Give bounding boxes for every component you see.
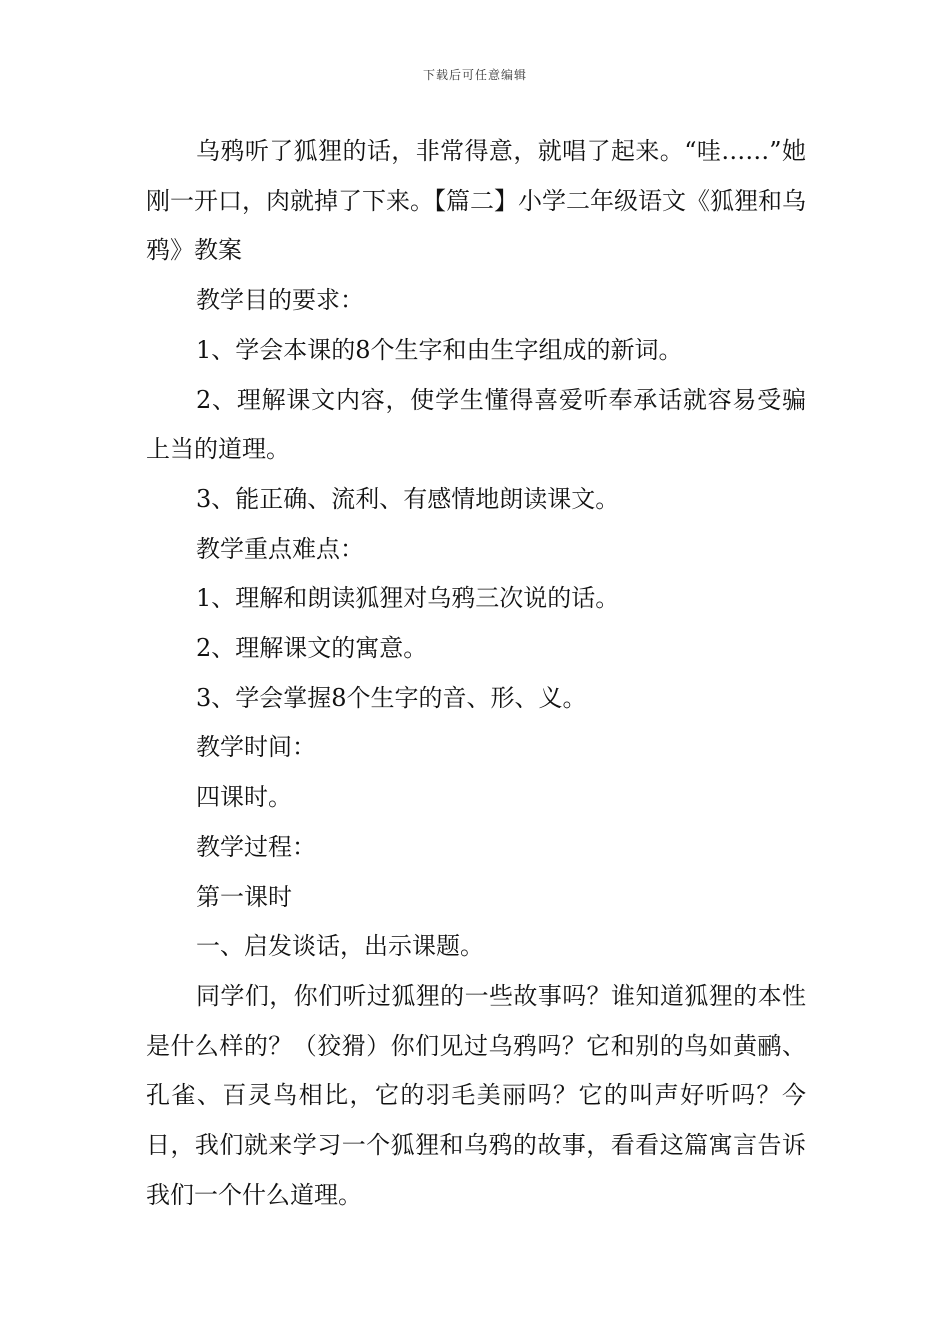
objective-item-1: 1、学会本课的8个生字和由生字组成的新词。 [196, 335, 683, 364]
paragraph-story-ending: 乌鸦听了狐狸的话，非常得意，就唱了起来。“哇……”她刚一开口，肉就掉了下来。【篇二】小学二年级语文《狐狸和乌鸦》教案 [146, 137, 806, 265]
heading-teaching-objectives: 教学目的要求： [196, 286, 364, 315]
paragraph-introduction: 同学们，你们听过狐狸的一些故事吗？谁知道狐狸的本性是什么样的？（狡猾）你们见过乌鸦吗？它和别的鸟如黄鹂、孔雀、百灵鸟相比，它的羽毛美丽吗？它的叫声好听吗？今日，我们就来学习一个狐狸和乌鸦的故事，看看这篇寓言告诉我们一个什么道理。 [146, 981, 806, 1209]
difficulty-item-3: 3、学会掌握8个生字的音、形、义。 [196, 683, 587, 712]
difficulty-item-1: 1、理解和朗读狐狸对乌鸦三次说的话。 [196, 584, 620, 613]
lesson-one-title: 第一课时 [196, 882, 292, 911]
teaching-time-value: 四课时。 [196, 783, 292, 812]
document-body [146, 127, 806, 1220]
objective-item-2: 2、理解课文内容，使学生懂得喜爱听奉承话就容易受骗上当的道理。 [146, 385, 806, 464]
heading-teaching-time: 教学时间： [196, 733, 316, 762]
heading-key-difficulties: 教学重点难点： [196, 534, 364, 563]
difficulty-item-2: 2、理解课文的寓意。 [196, 634, 428, 663]
objective-item-3: 3、能正确、流利、有感情地朗读课文。 [196, 484, 620, 513]
page-header-note: 下载后可任意编辑 [422, 68, 527, 82]
step-one-heading: 一、启发谈话，出示课题。 [196, 932, 484, 961]
heading-teaching-process: 教学过程： [196, 832, 316, 861]
